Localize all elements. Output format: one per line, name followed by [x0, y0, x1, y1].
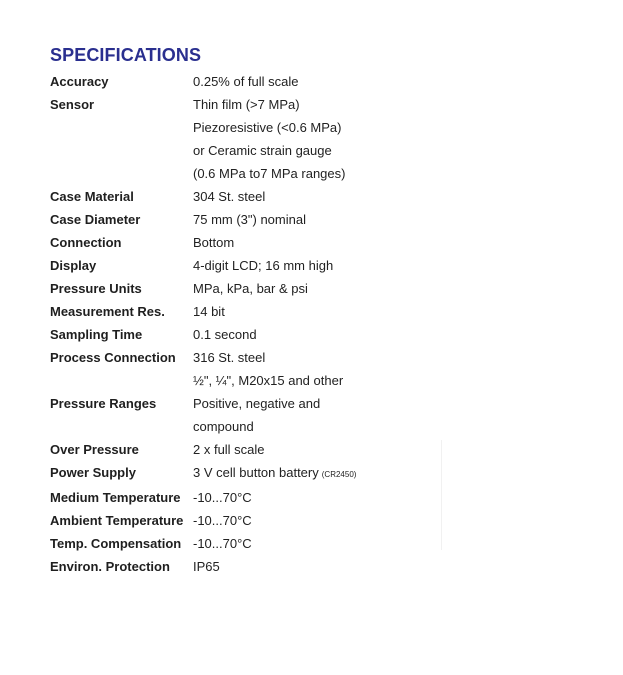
- spec-value-text: compound: [193, 419, 254, 434]
- spec-row: [50, 486, 450, 509]
- spec-values: [193, 300, 450, 323]
- spec-value-text: -10...70°C: [193, 513, 252, 528]
- faint-divider: [441, 440, 442, 550]
- spec-values: [193, 277, 450, 300]
- spec-label: Sampling Time: [50, 327, 143, 342]
- spec-row: [50, 254, 450, 277]
- spec-label: Environ. Protection: [50, 559, 170, 574]
- spec-row: [50, 208, 450, 231]
- spec-value: [193, 438, 450, 461]
- spec-values: [193, 231, 450, 254]
- spec-label: Ambient Temperature: [50, 513, 184, 528]
- spec-row: [50, 300, 450, 323]
- spec-values: [193, 185, 450, 208]
- specifications-table: [50, 70, 450, 578]
- spec-label: Power Supply: [50, 465, 136, 480]
- spec-value: [193, 392, 450, 415]
- spec-label: Process Connection: [50, 350, 176, 365]
- spec-row: [50, 509, 450, 532]
- spec-value-text: or Ceramic strain gauge: [193, 143, 332, 158]
- spec-value: [193, 323, 450, 346]
- spec-value: [193, 254, 450, 277]
- spec-values: [193, 254, 450, 277]
- spec-value-text: ½", ¼", M20x15 and other: [193, 373, 344, 388]
- spec-value: [193, 185, 450, 208]
- spec-value: [193, 116, 450, 139]
- spec-label: Display: [50, 258, 97, 273]
- spec-row: [50, 185, 450, 208]
- spec-values: [193, 346, 450, 392]
- spec-value: [193, 461, 450, 486]
- spec-value: [193, 346, 450, 369]
- spec-value-text: -10...70°C: [193, 536, 252, 551]
- spec-value-text: 14 bit: [193, 304, 225, 319]
- spec-value: [193, 509, 450, 532]
- spec-label: Over Pressure: [50, 442, 139, 457]
- spec-values: [193, 532, 450, 555]
- spec-label: Connection: [50, 235, 122, 250]
- spec-value: [193, 162, 450, 185]
- spec-row: [50, 555, 450, 578]
- section-title: SPECIFICATIONS: [50, 45, 202, 65]
- spec-value-text: 2 x full scale: [193, 442, 265, 457]
- spec-value-text: Positive, negative and: [193, 396, 321, 411]
- spec-values: [193, 461, 450, 486]
- spec-row: [50, 70, 450, 93]
- spec-values: [193, 509, 450, 532]
- spec-row: [50, 346, 450, 392]
- spec-row: [50, 93, 450, 185]
- spec-value-text: Thin film (>7 MPa): [193, 97, 300, 112]
- spec-value-text: Piezoresistive (<0.6 MPa): [193, 120, 342, 135]
- spec-value: [193, 70, 450, 93]
- spec-value-text: 304 St. steel: [193, 189, 266, 204]
- spec-label: Measurement Res.: [50, 304, 165, 319]
- spec-row: [50, 532, 450, 555]
- spec-value: [193, 486, 450, 509]
- spec-values: [193, 486, 450, 509]
- spec-value-text: IP65: [193, 559, 220, 574]
- spec-value: [193, 300, 450, 323]
- spec-value-text: 4-digit LCD; 16 mm high: [193, 258, 334, 273]
- spec-value-text: 0.25% of full scale: [193, 74, 299, 89]
- spec-value-text: 3 V cell button battery: [193, 465, 319, 480]
- spec-value-text: 75 mm (3") nominal: [193, 212, 306, 227]
- spec-value: [193, 231, 450, 254]
- spec-values: [193, 208, 450, 231]
- spec-value: [193, 93, 450, 116]
- spec-value-text: 316 St. steel: [193, 350, 266, 365]
- spec-values: [193, 438, 450, 461]
- spec-row: [50, 231, 450, 254]
- spec-label: Pressure Units: [50, 281, 142, 296]
- spec-value: [193, 415, 450, 438]
- spec-label: Case Diameter: [50, 212, 141, 227]
- spec-label: Sensor: [50, 97, 95, 112]
- spec-value: [193, 277, 450, 300]
- spec-label: Pressure Ranges: [50, 396, 157, 411]
- spec-values: [193, 555, 450, 578]
- spec-label: Accuracy: [50, 74, 109, 89]
- spec-value: [193, 369, 450, 392]
- spec-value-note: (CR2450): [321, 470, 357, 479]
- spec-value-text: 0.1 second: [193, 327, 257, 342]
- spec-row: [50, 438, 450, 461]
- spec-values: [193, 70, 450, 93]
- spec-value: [193, 555, 450, 578]
- spec-row: [50, 277, 450, 300]
- spec-values: [193, 392, 450, 438]
- spec-values: [193, 93, 450, 185]
- spec-value-text: -10...70°C: [193, 490, 252, 505]
- spec-row: [50, 392, 450, 438]
- spec-label: Case Material: [50, 189, 134, 204]
- spec-value: [193, 532, 450, 555]
- spec-row: [50, 461, 450, 486]
- spec-label: Medium Temperature: [50, 490, 181, 505]
- spec-values: [193, 323, 450, 346]
- spec-value: [193, 208, 450, 231]
- spec-row: [50, 323, 450, 346]
- spec-value-text: (0.6 MPa to7 MPa ranges): [193, 166, 346, 181]
- spec-label: Temp. Compensation: [50, 536, 182, 551]
- spec-value: [193, 139, 450, 162]
- spec-value-text: Bottom: [193, 235, 235, 250]
- spec-value-text: MPa, kPa, bar & psi: [193, 281, 308, 296]
